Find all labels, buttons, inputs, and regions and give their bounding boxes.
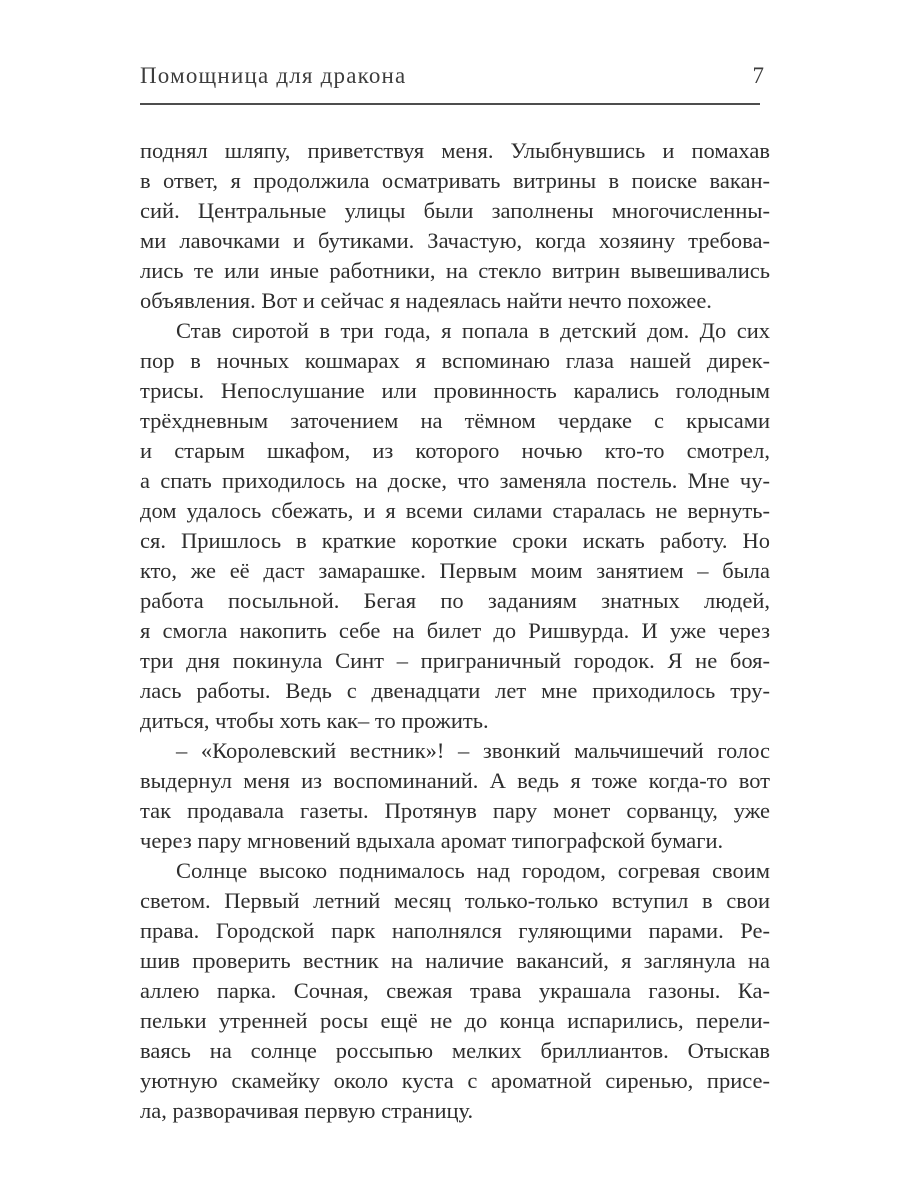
page-content (140, 62, 770, 1126)
text-line: ся. Пришлось в краткие короткие сроки искать работу. Но (140, 528, 770, 553)
text-line: а спать приходилось на доске, что заменяла постель. Мне чу- (140, 468, 770, 493)
text-line: через пару мгновений вдыхала аромат типографской бумаги. (140, 828, 724, 853)
text-line: выдернул меня из воспоминаний. А ведь я тоже когда-то вот (140, 768, 770, 793)
text-line: права. Городской парк наполнялся гуляющими парами. Ре- (140, 918, 770, 943)
text-line: светом. Первый летний месяц только-только вступил в свои (140, 888, 770, 913)
text-line: ваясь на солнце россыпью мелких бриллиантов. Отыскав (140, 1038, 770, 1063)
text-line: и старым шкафом, из которого ночью кто-то смотрел, (140, 438, 770, 463)
text-line: дом удалось сбежать, и я всеми силами старалась не вернуть- (140, 498, 770, 523)
text-line: трёхдневным заточением на тёмном чердаке с крысами (140, 408, 770, 433)
text-line: так продавала газеты. Протянув пару монет сорванцу, уже (140, 798, 770, 823)
paragraph (140, 736, 770, 856)
text-line: диться, чтобы хоть как– то прожить. (140, 708, 489, 733)
text-line: пельки утренней росы ещё не до конца испарились, перели- (140, 1008, 770, 1033)
text-line: – «Королевский вестник»! – звонкий мальчишечий голос (176, 738, 770, 763)
text-line: работа посыльной. Бегая по заданиям знатных людей, (140, 588, 770, 613)
text-line: аллею парка. Сочная, свежая трава украшала газоны. Ка- (140, 978, 770, 1003)
text-line: в ответ, я продолжила осматривать витрины в поиске вакан- (140, 168, 770, 193)
text-line: сий. Центральные улицы были заполнены многочисленны- (140, 198, 770, 223)
text-line: пор в ночных кошмарах я вспоминаю глаза нашей дирек- (140, 348, 770, 373)
header-rule (140, 103, 760, 105)
paragraph (140, 316, 770, 736)
text-line: поднял шляпу, приветствуя меня. Улыбнувшись и помахав (140, 138, 770, 163)
text-line: ми лавочками и бутиками. Зачастую, когда хозяину требова- (140, 228, 770, 253)
text-line: Став сиротой в три года, я попала в детский дом. До сих (176, 318, 770, 343)
text-line: шив проверить вестник на наличие вакансий, я заглянула на (140, 948, 770, 973)
text-line: объявления. Вот и сейчас я надеялась найти нечто похожее. (140, 288, 712, 313)
book-title: Помощница для дракона (140, 63, 407, 88)
text-line: лись те или иные работники, на стекло витрин вывешивались (140, 258, 770, 283)
text-line: три дня покинула Синт – приграничный городок. Я не боя- (140, 648, 770, 673)
text-line: я смогла накопить себе на билет до Ришвурда. И уже через (140, 618, 770, 643)
text-line: кто, же её даст замарашке. Первым моим занятием – была (140, 558, 770, 583)
text-line: лась работы. Ведь с двенадцати лет мне приходилось тру- (140, 678, 770, 703)
page-number: 7 (752, 63, 764, 88)
text-line: ла, разворачивая первую страницу. (140, 1098, 474, 1123)
paragraph (140, 136, 770, 316)
text-body (140, 136, 770, 1126)
text-line: Солнце высоко поднималось над городом, согревая своим (176, 858, 770, 883)
text-line: уютную скамейку около куста с ароматной сиренью, присе- (140, 1068, 770, 1093)
text-line: трисы. Непослушание или провинность карались голодным (140, 378, 770, 403)
paragraph (140, 856, 770, 1126)
running-header (140, 62, 770, 90)
